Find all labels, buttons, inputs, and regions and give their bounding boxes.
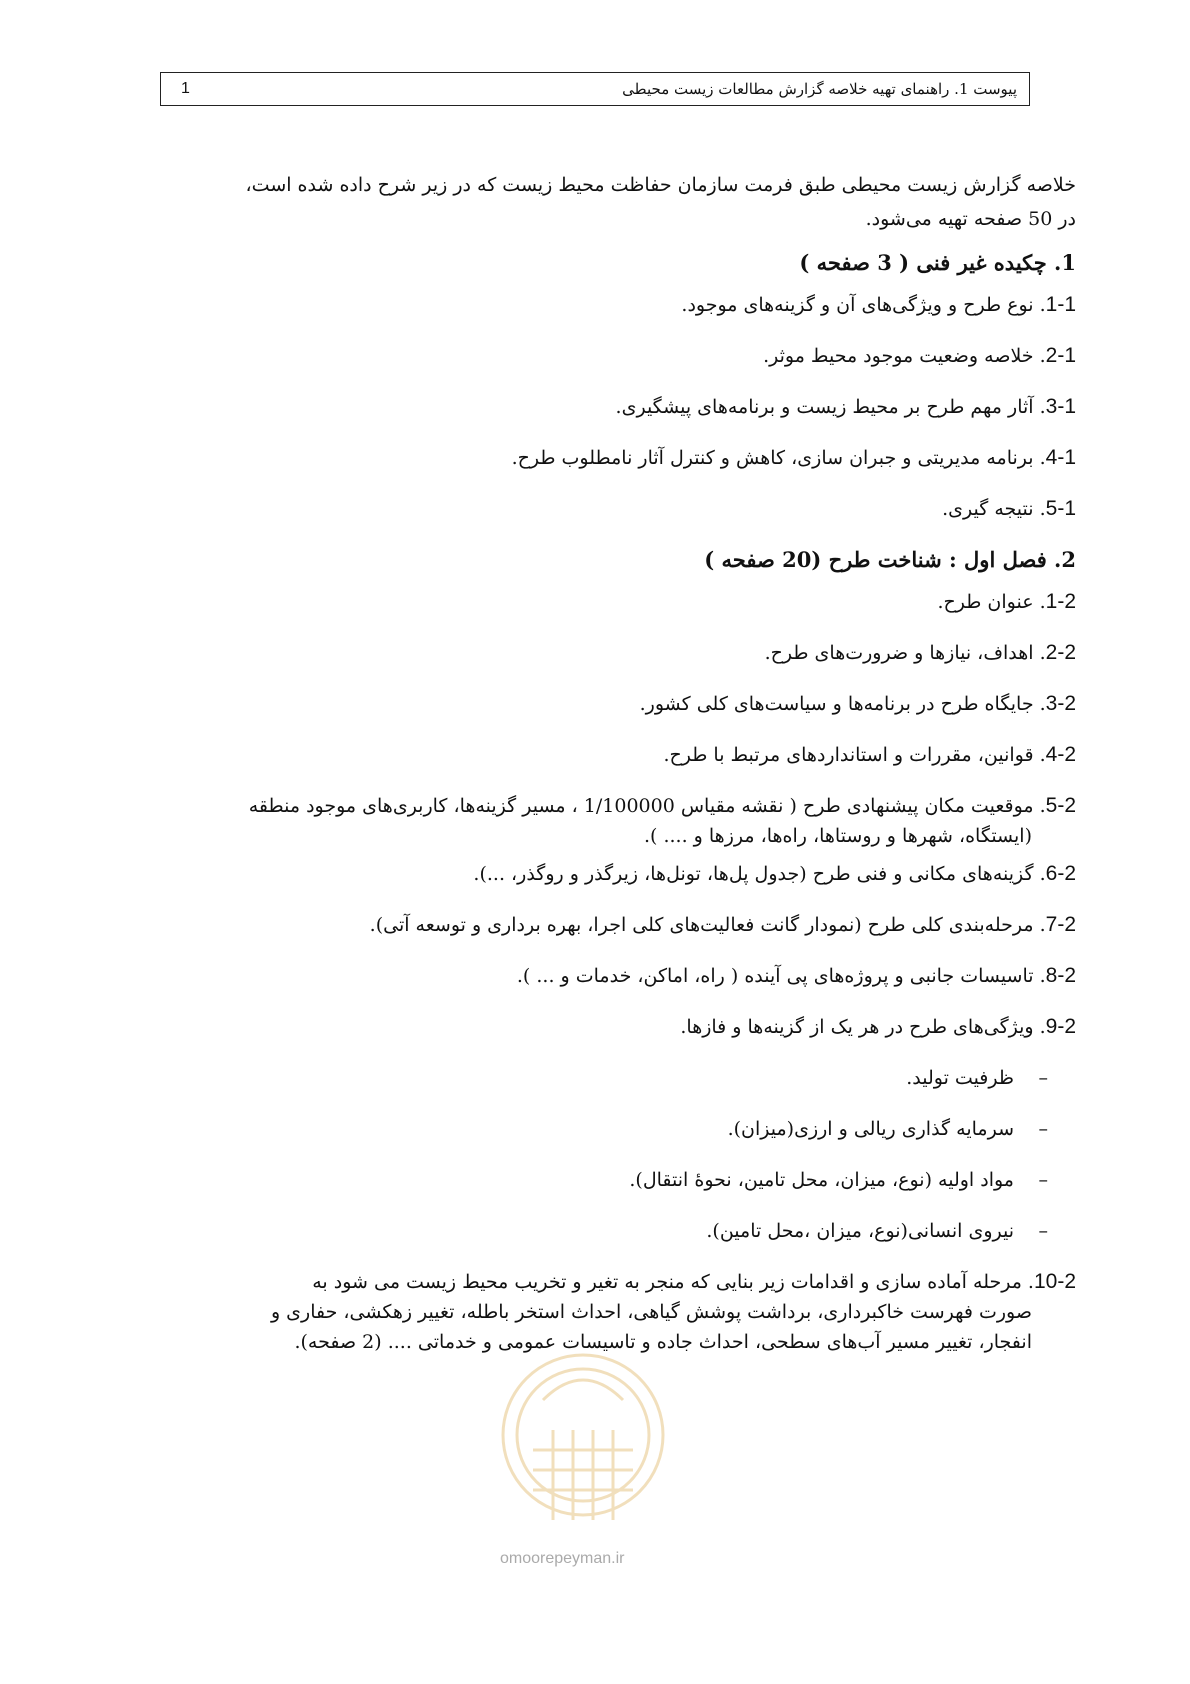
list-item: 3-1. آثار مهم طرح بر محیط زیست و برنامه‌های پیشگیری.: [615, 395, 1076, 418]
list-item: 1-2. عنوان طرح.: [937, 590, 1076, 613]
page-header: [160, 72, 1030, 106]
intro-line-2: در 50 صفحه تهیه می‌شود.: [865, 208, 1076, 230]
list-item: 5-2. موقعیت مکان پیشنهادی طرح ( نقشه مقیاس 1/100000 ، مسیر گزینه‌ها، کاربری‌های موجود منطقه (ایستگاه، شهرها و روستاها، راه‌ها، مرزها و .... ).: [170, 791, 1076, 851]
list-item-continuation: صورت فهرست خاکبرداری، برداشت پوشش گیاهی، احداث استخر باطله، تغییر زهکشی، حفاری و: [270, 1301, 1032, 1323]
page-number: 1: [181, 80, 190, 97]
list-item: 10-2. مرحله آماده سازی و اقدامات زیر بنایی که منجر به تغیر و تخریب محیط زیست می شود به صورت فهرست خاکبرداری، برداشت پوشش گیاهی، احداث استخر باطله، تغییر زهکشی، حفاری و انفجار، تغییر مسیر آب‌های سطحی، احداث جاده و تاسیسات عمومی و خدماتی .... (2 صفحه).: [170, 1267, 1076, 1357]
list-item: 4-1. برنامه مدیریتی و جبران سازی، کاهش و کنترل آثار نامطلوب طرح.: [511, 446, 1076, 469]
intro-line-1: خلاصه گزارش زیست محیطی طبق فرمت سازمان حفاظت محیط زیست که در زیر شرح داده شده است،: [245, 174, 1076, 196]
sub-list-item: –مواد اولیه (نوع، میزان، محل تامین، نحوهٔ انتقال).: [629, 1169, 1048, 1191]
list-item: 7-2. مرحله‌بندی کلی طرح (نمودار گانت فعالیت‌های کلی اجرا، بهره برداری و توسعه آتی).: [369, 913, 1076, 936]
watermark-site: omoorepeyman.ir: [500, 1550, 625, 1567]
watermark-logo: [493, 1330, 673, 1540]
list-item: 2-2. اهداف، نیازها و ضرورت‌های طرح.: [764, 641, 1076, 664]
list-item: 2-1. خلاصه وضعیت موجود محیط موثر.: [763, 344, 1076, 367]
sub-list-item: –سرمایه گذاری ریالی و ارزی(میزان).: [727, 1118, 1048, 1140]
header-title: پیوست 1. راهنمای تهیه خلاصه گزارش مطالعات زیست محیطی: [622, 80, 1017, 98]
list-item-continuation: (ایستگاه، شهرها و روستاها، راه‌ها، مرزها و .... ).: [643, 825, 1032, 847]
section-2-heading: 2. فصل اول : شناخت طرح (20 صفحه ): [704, 547, 1076, 572]
list-item: 5-1. نتیجه گیری.: [942, 497, 1076, 520]
sub-list-item: –نیروی انسانی(نوع، میزان ،محل تامین).: [706, 1220, 1048, 1242]
list-item: 3-2. جایگاه طرح در برنامه‌ها و سیاست‌های کلی کشور.: [639, 692, 1076, 715]
list-item-continuation: انفجار، تغییر مسیر آب‌های سطحی، احداث جاده و تاسیسات عمومی و خدماتی .... (2 صفحه).: [294, 1331, 1032, 1353]
document-body: [170, 170, 1076, 1378]
list-item: 9-2. ویژگی‌های طرح در هر یک از گزینه‌ها و فازها.: [680, 1015, 1076, 1038]
list-item: 4-2. قوانین، مقررات و استانداردهای مرتبط با طرح.: [663, 743, 1076, 766]
list-item: 1-1. نوع طرح و ویژگی‌های آن و گزینه‌های موجود.: [681, 293, 1076, 316]
list-item: 8-2. تاسیسات جانبی و پروژه‌های پی آینده ( راه، اماکن، خدمات و ... ).: [516, 964, 1076, 987]
sub-list-item: –ظرفیت تولید.: [906, 1067, 1048, 1089]
section-1-heading: 1. چکیده غیر فنی ( 3 صفحه ): [799, 250, 1076, 275]
list-item: 6-2. گزینه‌های مکانی و فنی طرح (جدول پل‌ها، تونل‌ها، زیرگذر و روگذر، ...).: [473, 862, 1076, 885]
